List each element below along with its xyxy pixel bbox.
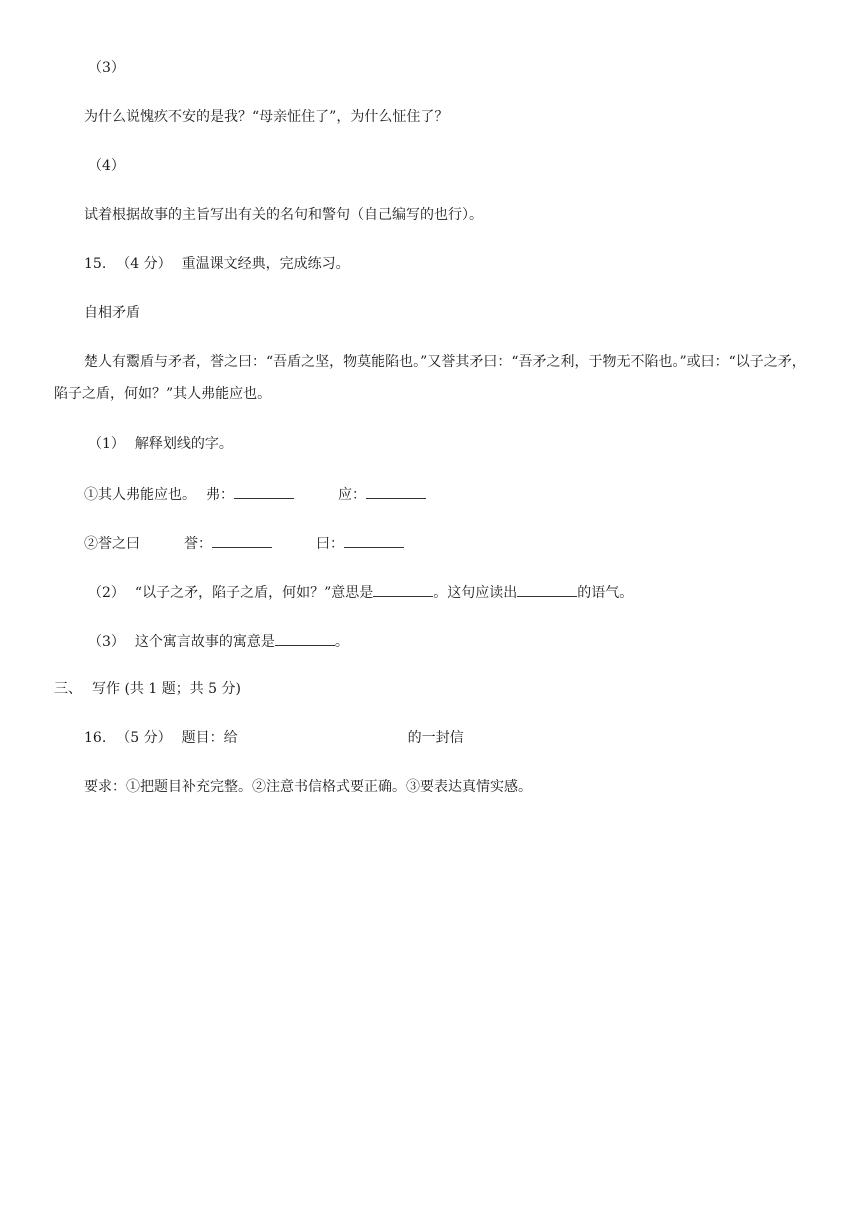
q15-sub1-label: （1）: [88, 436, 125, 452]
q15-item2: [84, 532, 404, 554]
q15-instruction: 重温课文经典，完成练习。: [181, 256, 350, 272]
passage-title: 自相矛盾: [84, 305, 140, 321]
q15-number: 15.: [84, 256, 107, 272]
q15-sub1-text: 解释划线的字。: [134, 436, 233, 452]
q15-score: （4 分）: [116, 256, 172, 272]
q15-header: [84, 254, 350, 274]
section3-label: 三、: [54, 681, 82, 697]
item1-fu-label: 弗：: [206, 487, 234, 503]
item1-fu-blank[interactable]: [234, 483, 294, 499]
q15-sub2: [88, 581, 633, 603]
item2-sentence: ②誉之曰: [84, 536, 140, 552]
section3-heading: [54, 679, 241, 699]
q14-sub3-label: （3）: [88, 60, 125, 76]
q15-sub2-blank-meaning[interactable]: [373, 581, 433, 597]
q16-title-b: 的一封信: [407, 730, 464, 746]
q15-sub2-text-a: “以子之矛，陷子之盾，何如？”意思是: [134, 585, 374, 601]
section3-title: 写作 (共 1 题；共 5 分): [92, 681, 241, 697]
q15-sub2-blank-tone[interactable]: [517, 581, 577, 597]
q16-number: 16.: [84, 730, 107, 746]
q16-title-a: 题目：给: [181, 730, 238, 746]
q15-sub3: [88, 630, 349, 652]
q15-sub3-text-b: 。: [334, 634, 349, 650]
item1-ying-label: 应：: [338, 487, 366, 503]
item2-yu-label: 誉：: [184, 536, 212, 552]
q15-sub2-label: （2）: [88, 585, 125, 601]
q16-requirements: 要求：①把题目补充完整。②注意书信格式要正确。③要表达真情实感。: [84, 779, 532, 795]
q15-sub3-label: （3）: [88, 634, 125, 650]
q16-score: （5 分）: [116, 730, 172, 746]
item2-yue-label: 曰：: [316, 536, 344, 552]
item2-yue-blank[interactable]: [344, 532, 404, 548]
passage-text: 楚人有鬻盾与矛者，誉之曰：“吾盾之坚，物莫能陷也。”又誉其矛曰：“吾矛之利，于物无不陷也。”或曰：“以子之矛，陷子之盾，何如？”其人弗能应也。: [54, 354, 806, 402]
q15-sub2-text-b: 。这句应读出: [433, 585, 518, 601]
item1-ying-blank[interactable]: [366, 483, 426, 499]
q14-sub4-text: 试着根据故事的主旨写出有关的名句和警句（自己编写的也行）。: [84, 207, 483, 223]
q15-sub1: [88, 434, 233, 454]
q15-sub3-blank[interactable]: [275, 630, 335, 646]
q15-item1: [84, 483, 426, 505]
item2-yu-blank[interactable]: [212, 532, 272, 548]
q15-sub3-text-a: 这个寓言故事的寓意是: [134, 634, 275, 650]
q15-sub2-text-c: 的语气。: [577, 585, 634, 601]
q14-sub4-label: （4）: [88, 158, 125, 174]
q16-header: [84, 728, 464, 748]
item1-sentence: ①其人弗能应也。: [84, 487, 196, 503]
q14-sub3-text: 为什么说愧疚不安的是我？“母亲怔住了”，为什么怔住了？: [84, 109, 449, 125]
